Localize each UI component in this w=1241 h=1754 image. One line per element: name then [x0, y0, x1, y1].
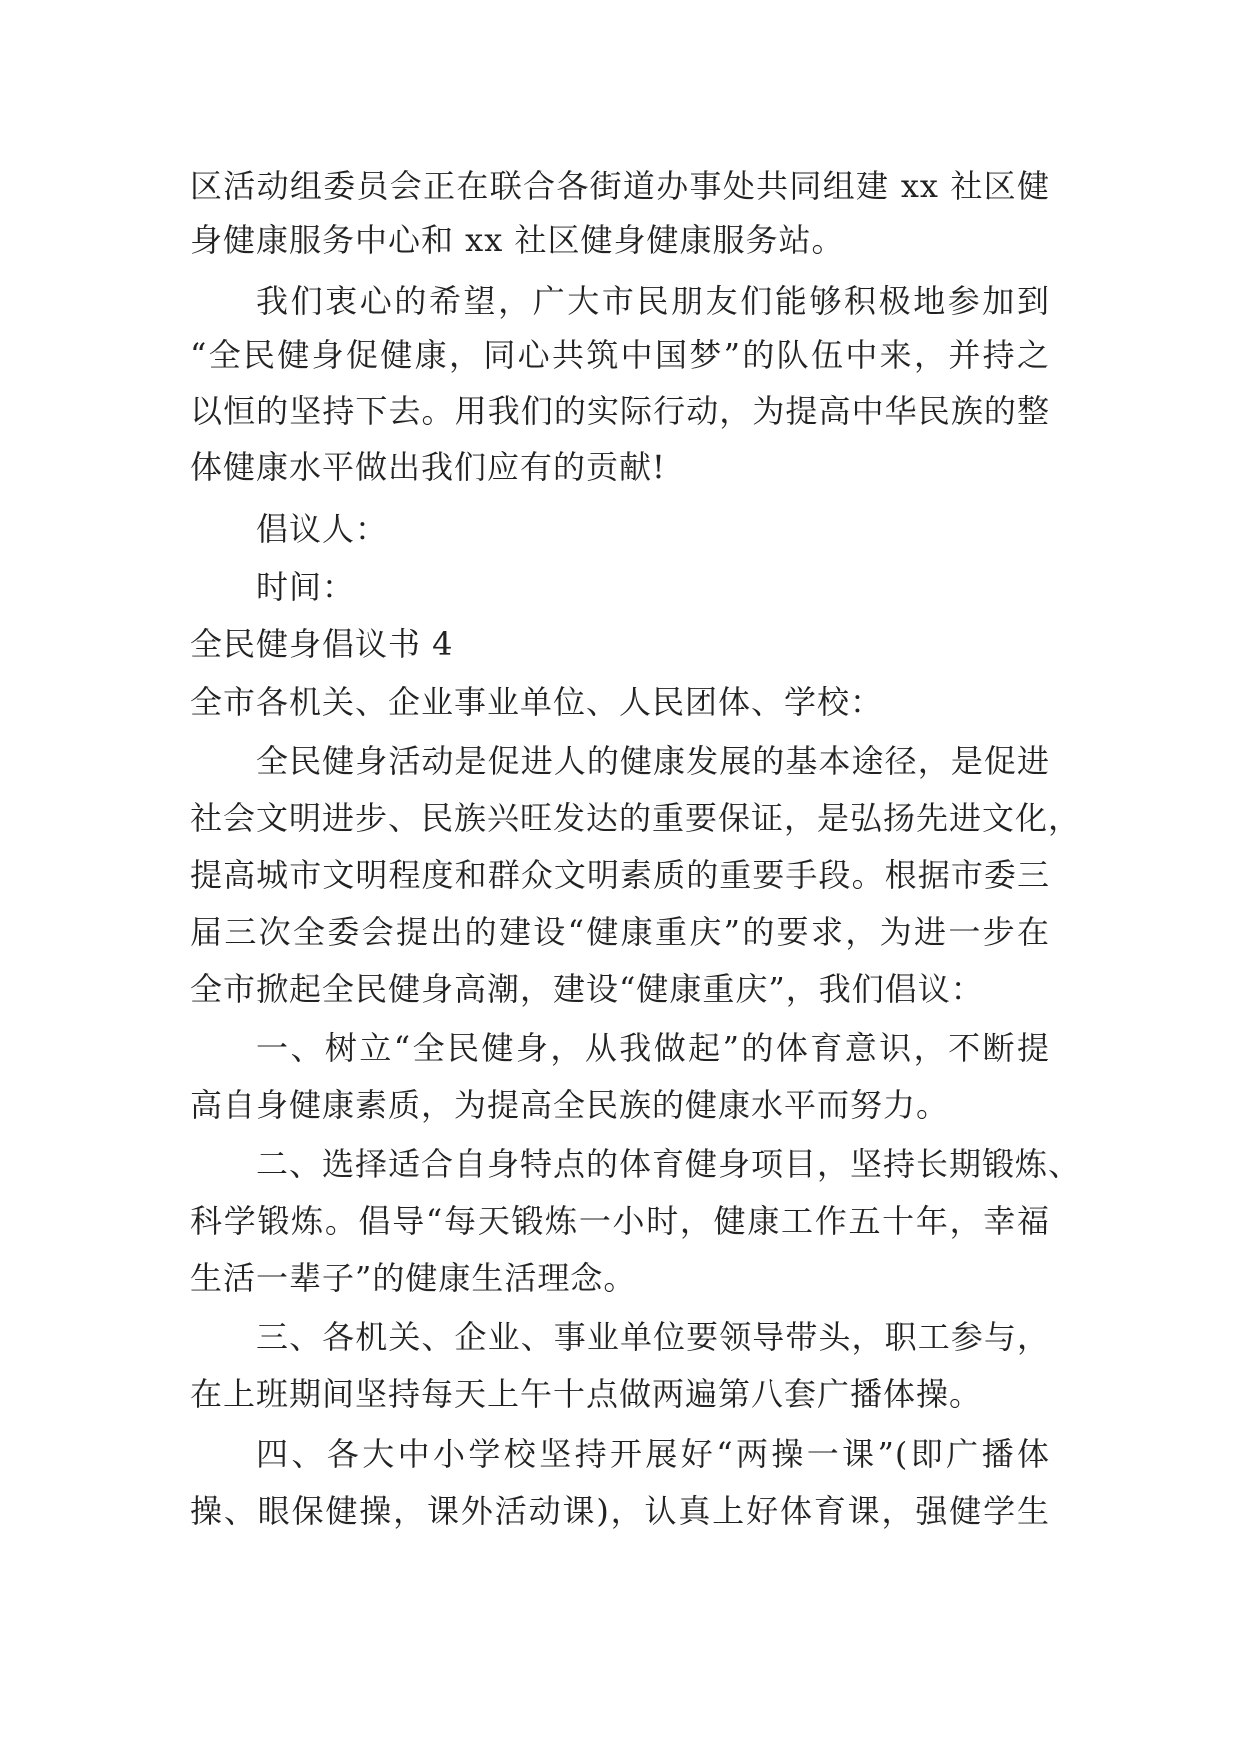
- text-line: 二、选择适合自身特点的体育健身项目，坚持长期锻炼、: [256, 1145, 1082, 1183]
- text-line: 体健康水平做出我们应有的贡献!: [190, 448, 666, 486]
- text-line: 提高城市文明程度和群众文明素质的重要手段。根据市委三: [190, 856, 1050, 894]
- text-line: 以恒的坚持下去。用我们的实际行动，为提高中华民族的整: [190, 392, 1050, 430]
- text-line: 生活一辈子”的健康生活理念。: [190, 1259, 637, 1297]
- text-line: 全民健身活动是促进人的健康发展的基本途径，是促进: [256, 742, 1050, 780]
- text-line: 全市掀起全民健身高潮，建设“健康重庆”，我们倡议：: [190, 970, 984, 1008]
- text-line: 操、眼保健操，课外活动课)，认真上好体育课，强健学生: [190, 1492, 1050, 1530]
- text-line: 社会文明进步、民族兴旺发达的重要保证，是弘扬先进文化，: [190, 799, 1082, 837]
- text-line: 一、树立“全民健身，从我做起”的体育意识，不断提: [256, 1029, 1050, 1067]
- text-line: 科学锻炼。倡导“每天锻炼一小时，健康工作五十年，幸福: [190, 1202, 1050, 1240]
- text-line: 身健康服务中心和 xx 社区健身健康服务站。: [190, 221, 845, 259]
- section-title: 全民健身倡议书 4: [190, 625, 454, 663]
- text-line: 区活动组委员会正在联合各街道办事处共同组建 xx 社区健: [190, 167, 1050, 205]
- text-line: 届三次全委会提出的建设“健康重庆”的要求，为进一步在: [190, 913, 1050, 951]
- text-line: 我们衷心的希望，广大市民朋友们能够积极地参加到: [256, 282, 1050, 320]
- date-label: 时间：: [256, 568, 356, 606]
- text-line: 高自身健康素质，为提高全民族的健康水平而努力。: [190, 1086, 950, 1124]
- text-line: “全民健身促健康，同心共筑中国梦”的队伍中来，并持之: [190, 336, 1050, 374]
- salutation: 全市各机关、企业事业单位、人民团体、学校：: [190, 683, 884, 721]
- text-line: 四、各大中小学校坚持开展好“两操一课”(即广播体: [256, 1435, 1050, 1473]
- text-line: 三、各机关、企业、事业单位要领导带头，职工参与，: [256, 1318, 1050, 1356]
- signatory-label: 倡议人：: [256, 510, 389, 548]
- text-line: 在上班期间坚持每天上午十点做两遍第八套广播体操。: [190, 1375, 983, 1413]
